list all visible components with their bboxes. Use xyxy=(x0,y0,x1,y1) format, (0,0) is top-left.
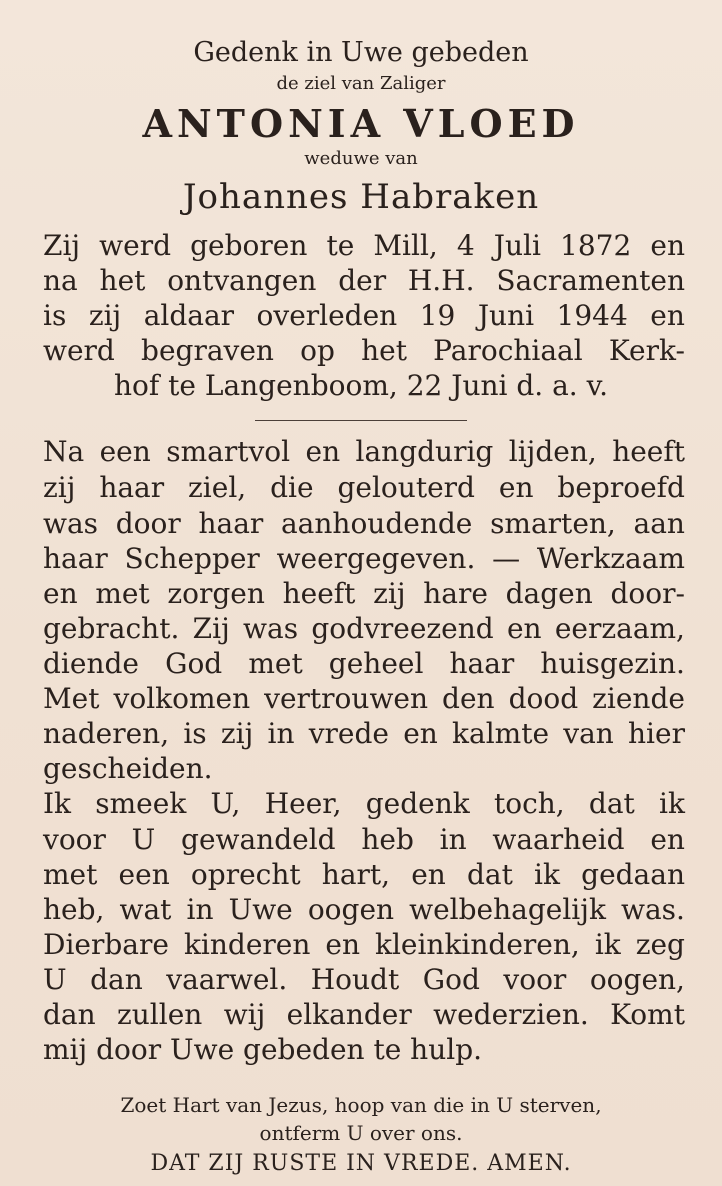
word: voor xyxy=(503,963,567,996)
word: hart, xyxy=(321,858,391,891)
details-line xyxy=(43,334,685,367)
word: oogen xyxy=(307,893,395,926)
word: waarheid xyxy=(492,823,625,856)
word: ik xyxy=(594,928,621,961)
word: — xyxy=(492,542,521,575)
word: heb xyxy=(361,823,414,856)
word: in xyxy=(267,717,295,750)
word: Met xyxy=(43,682,100,715)
word: langdurig xyxy=(355,435,494,468)
word: Uwe xyxy=(228,893,293,926)
word: het xyxy=(99,264,146,297)
body-line xyxy=(43,858,685,891)
word: haar xyxy=(449,647,515,680)
word: Ik xyxy=(43,787,72,820)
word: kleinkinderen, xyxy=(374,928,580,961)
word: gedaan xyxy=(581,858,685,891)
body-line xyxy=(43,823,685,856)
word: dan xyxy=(43,998,96,1031)
word: overleden xyxy=(256,299,398,332)
word: wat xyxy=(119,893,172,926)
word: die xyxy=(270,471,314,504)
word: Parochiaal xyxy=(433,334,583,367)
word: gedenk xyxy=(365,787,470,820)
word: is xyxy=(43,299,67,332)
word: was. xyxy=(620,893,685,926)
word: U, xyxy=(210,787,241,820)
subintro-text: de ziel van Zaliger xyxy=(276,73,446,94)
word: Komt xyxy=(610,998,685,1031)
word: na xyxy=(43,264,78,297)
body-line xyxy=(43,682,685,715)
word: vaarwel. xyxy=(166,963,288,996)
word: en xyxy=(650,823,685,856)
word: en xyxy=(650,299,685,332)
word: oogen, xyxy=(589,963,685,996)
word: 4 xyxy=(456,229,475,262)
word: aanhoudende xyxy=(280,507,473,540)
word: der xyxy=(338,264,387,297)
body-line xyxy=(43,963,685,996)
word: toch, xyxy=(493,787,565,820)
word: een xyxy=(118,858,170,891)
husband-name: Johannes Habraken xyxy=(182,177,540,217)
closing-line: DAT ZIJ RUSTE IN VREDE. AMEN. xyxy=(150,1151,572,1176)
word: Juni xyxy=(477,299,535,332)
details-line xyxy=(43,299,685,332)
word: is xyxy=(183,717,207,750)
word: zij xyxy=(220,717,254,750)
word: beproefd xyxy=(557,471,685,504)
details-line: hof te Langenboom, 22 Juni d. a. v. xyxy=(113,369,608,402)
word: met xyxy=(43,858,98,891)
word: hier xyxy=(628,717,685,750)
word: vertrouwen xyxy=(264,682,429,715)
word: naderen, xyxy=(43,717,170,750)
word: zij xyxy=(43,471,76,504)
word: Schepper xyxy=(124,542,260,575)
word: te xyxy=(326,229,355,262)
word: in xyxy=(439,823,467,856)
word: en xyxy=(403,717,438,750)
word: welbehagelijk xyxy=(409,893,606,926)
word: dood xyxy=(508,682,579,715)
details-line xyxy=(43,264,685,297)
word: oprecht xyxy=(190,858,301,891)
body-line xyxy=(43,928,685,961)
word: het xyxy=(361,334,407,367)
deceased-name: ANTONIA VLOED xyxy=(142,101,580,146)
word: door xyxy=(115,507,181,540)
word: wij xyxy=(223,998,266,1031)
word: en xyxy=(43,577,78,610)
word: den xyxy=(442,682,495,715)
word: dagen xyxy=(505,577,593,610)
word: haar xyxy=(198,507,264,540)
word: eerzaam, xyxy=(554,612,685,645)
word: zij xyxy=(373,577,406,610)
word: en xyxy=(498,471,534,504)
word: Zij xyxy=(43,229,81,262)
details-line xyxy=(43,229,685,262)
body-line xyxy=(43,717,685,750)
word: 19 xyxy=(419,299,456,332)
word: ik xyxy=(659,787,685,820)
word: was xyxy=(243,612,299,645)
word: Mill, xyxy=(373,229,438,262)
word: weergegeven. xyxy=(276,542,476,575)
word: elkander xyxy=(286,998,412,1031)
body-line xyxy=(43,612,685,645)
word: aldaar xyxy=(143,299,235,332)
body-line xyxy=(43,647,685,680)
word: werd xyxy=(43,334,115,367)
body-line xyxy=(43,471,685,504)
word: godvreezend xyxy=(311,612,494,645)
word: werd xyxy=(99,229,172,262)
body-line xyxy=(43,435,685,468)
word: Na xyxy=(43,435,85,468)
body-line xyxy=(43,507,685,540)
word: voor xyxy=(43,823,106,856)
word: smartvol xyxy=(166,435,291,468)
word: ontvangen xyxy=(167,264,317,297)
word: met xyxy=(248,647,303,680)
word: gebracht. xyxy=(43,612,180,645)
word: smeek xyxy=(95,787,187,820)
word: 1944 xyxy=(556,299,628,332)
word: ziende xyxy=(592,682,685,715)
word: hare xyxy=(423,577,488,610)
word: en xyxy=(650,229,685,262)
word: wederzien. xyxy=(433,998,589,1031)
body-line xyxy=(43,542,685,575)
word: heeft xyxy=(612,435,685,468)
word: volkomen xyxy=(113,682,251,715)
word: gelouterd xyxy=(337,471,475,504)
word: U xyxy=(43,963,67,996)
body-line: gescheiden. xyxy=(43,752,213,785)
body-line xyxy=(43,787,685,820)
word: zullen xyxy=(117,998,203,1031)
prayer-line: Zoet Hart van Jezus, hoop van die in U sterven, xyxy=(120,1093,602,1117)
divider xyxy=(255,420,467,421)
word: met xyxy=(95,577,150,610)
word: op xyxy=(300,334,335,367)
word: Dierbare xyxy=(43,928,169,961)
word: dan xyxy=(90,963,143,996)
word: heeft xyxy=(282,577,356,610)
word: dat xyxy=(467,858,513,891)
word: Heer, xyxy=(264,787,342,820)
word: zeg xyxy=(635,928,685,961)
word: en xyxy=(305,435,341,468)
word: door- xyxy=(610,577,685,610)
word: Houdt xyxy=(310,963,400,996)
word: en xyxy=(506,612,542,645)
word: geheel xyxy=(328,647,424,680)
word: ziel, xyxy=(188,471,247,504)
word: smarten, xyxy=(490,507,616,540)
word: Juli xyxy=(493,229,541,262)
word: zorgen xyxy=(167,577,265,610)
intro-text: Gedenk in Uwe gebeden xyxy=(193,37,529,68)
word: haar xyxy=(99,471,165,504)
word: ik xyxy=(534,858,560,891)
word: in xyxy=(186,893,214,926)
word: een xyxy=(99,435,151,468)
word: en xyxy=(411,858,446,891)
word: was xyxy=(43,507,99,540)
prayer-line: ontferm U over ons. xyxy=(259,1121,463,1145)
word: Zij xyxy=(192,612,230,645)
word: aan xyxy=(633,507,685,540)
word: vrede xyxy=(308,717,389,750)
word: dat xyxy=(588,787,635,820)
word: en xyxy=(325,928,360,961)
word: huisgezin. xyxy=(540,647,685,680)
word: van xyxy=(563,717,614,750)
body-line xyxy=(43,577,685,610)
word: lijden, xyxy=(508,435,597,468)
word: begraven xyxy=(141,334,274,367)
body-line: mij door Uwe gebeden te hulp. xyxy=(43,1033,483,1066)
word: Sacramenten xyxy=(496,264,685,297)
word: God xyxy=(165,647,223,680)
word: H.H. xyxy=(407,264,475,297)
word: geboren xyxy=(190,229,308,262)
body-line xyxy=(43,998,685,1031)
word: gewandeld xyxy=(181,823,336,856)
word: 1872 xyxy=(560,229,632,262)
word: diende xyxy=(43,647,139,680)
body-line xyxy=(43,893,685,926)
word: kalmte xyxy=(452,717,550,750)
widow-label: weduwe van xyxy=(304,148,418,169)
word: kinderen xyxy=(183,928,311,961)
word: heb, xyxy=(43,893,105,926)
word: haar xyxy=(43,542,108,575)
word: Kerk- xyxy=(608,334,685,367)
word: Werkzaam xyxy=(536,542,685,575)
word: God xyxy=(422,963,480,996)
word: U xyxy=(131,823,156,856)
word: zij xyxy=(88,299,122,332)
